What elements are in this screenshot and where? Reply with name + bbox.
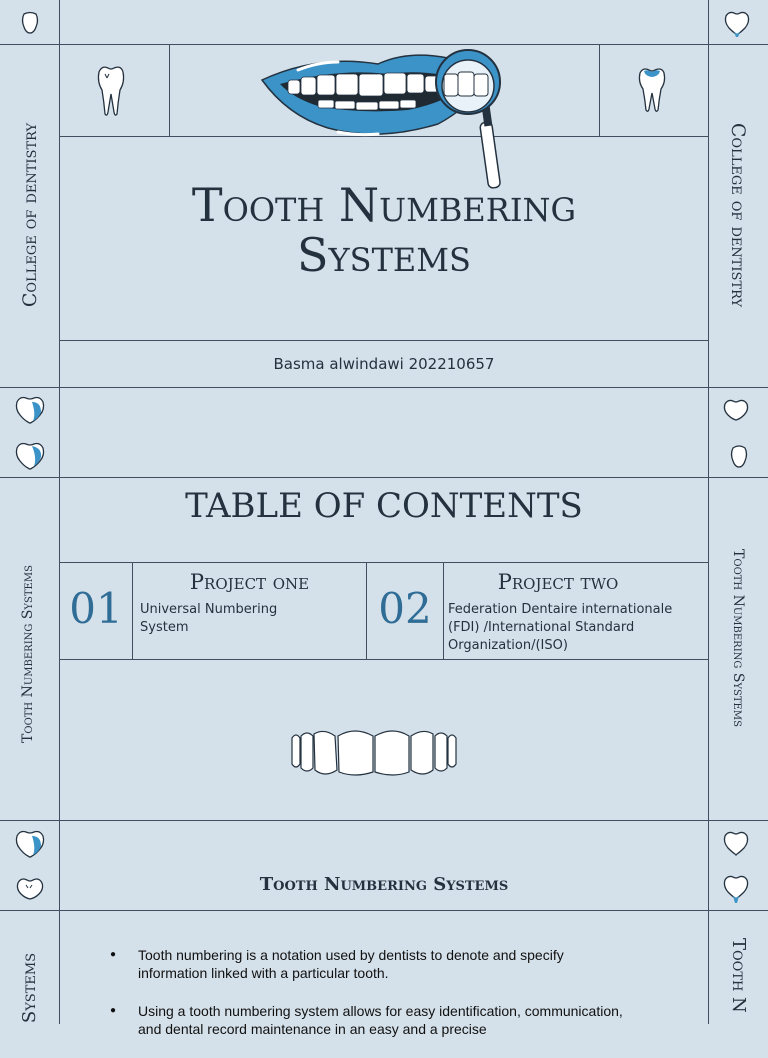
toc-number-1: 01	[69, 584, 123, 633]
side-label-tooth-right: Tooth Numbering Systems	[730, 549, 746, 727]
tooth-icon	[96, 64, 126, 118]
tooth-blue-icon	[723, 10, 751, 38]
title-line-1: Tooth Numbering	[191, 178, 577, 232]
toc-heading: TABLE OF CONTENTS	[185, 486, 583, 526]
toc-title-1: Project one	[189, 570, 310, 594]
divider-h	[59, 659, 709, 660]
tooth-icon	[722, 398, 750, 422]
page-title	[59, 180, 709, 280]
toc-title-2: Project two	[497, 570, 619, 594]
toc-desc-2: Federation Dentaire internationale (FDI) /International Standard Organization/(ISO)	[448, 602, 673, 653]
author-line: Basma alwindawi 202210657	[273, 355, 495, 373]
tooth-blue-icon	[14, 440, 46, 472]
bullet-item: ● Using a tooth numbering system allows for easy identification, communication, and dental record maintenance in an easy and a precise	[110, 1002, 630, 1038]
divider-h	[0, 44, 768, 45]
side-label-tooth-left: Tooth Numbering Systems	[20, 565, 36, 743]
bullet-item: ● Tooth numbering is a notation used by dentists to denote and specify information linked with a particular tooth.	[110, 946, 630, 982]
bullet-list	[110, 946, 630, 1058]
lips-mirror-illustration	[258, 46, 508, 196]
tooth-blue-icon	[637, 66, 667, 114]
tooth-blue-icon	[722, 874, 750, 904]
divider-h	[0, 820, 768, 821]
toc-number-2: 02	[378, 584, 432, 633]
tooth-icon	[729, 445, 749, 469]
tooth-icon	[722, 830, 750, 858]
tooth-icon	[20, 12, 40, 34]
side-label-systems-left: Systems	[19, 952, 40, 1024]
divider-h	[0, 387, 768, 388]
dentures-illustration	[289, 730, 459, 782]
tooth-icon	[15, 876, 45, 902]
divider-v	[169, 44, 170, 137]
divider-h	[59, 562, 709, 563]
side-label-college-right: College of dentistry	[727, 122, 749, 308]
divider-h	[59, 340, 709, 341]
tooth-blue-icon	[14, 394, 46, 426]
toc-desc-1: Universal Numbering System	[140, 602, 278, 635]
divider-h	[0, 910, 768, 911]
side-label-tooth-right-partial: Tooth N	[728, 938, 749, 1013]
side-label-college-left: College of dentistry	[19, 122, 41, 308]
divider-v	[599, 44, 600, 137]
title-line-2: Systems	[297, 228, 471, 282]
slide3-heading: Tooth Numbering Systems	[259, 874, 509, 895]
tooth-blue-icon	[14, 828, 46, 860]
divider-h	[0, 477, 768, 478]
